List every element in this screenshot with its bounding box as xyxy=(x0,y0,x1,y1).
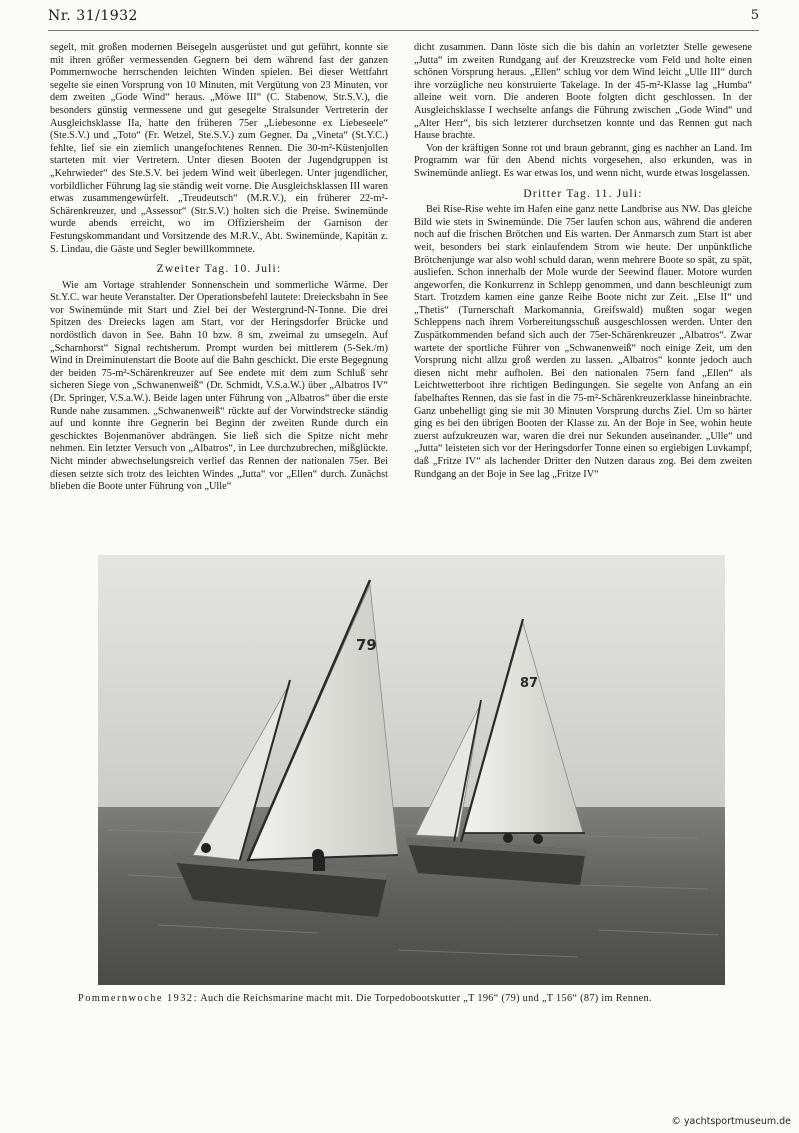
photo-caption xyxy=(78,993,778,1004)
left-column xyxy=(50,42,388,550)
section-heading-day-2: Zweiter Tag. 10. Juli: xyxy=(156,263,282,276)
right-paragraph-2: Von der kräftigen Sonne rot und braun gebrannt, ging es nachher an Land. Im Programm war für den Abend nichts vorgesehen, also erkunden, was in Swinemünde anliegt. Es war etwas los, und wenn nicht, wurde etwas losgelassen. xyxy=(414,142,752,179)
photo-sky xyxy=(98,555,725,810)
sail-number-87: 87 xyxy=(520,676,539,691)
sail-number-79: 79 xyxy=(356,636,377,654)
issue-number: Nr. 31/1932 xyxy=(48,8,138,24)
page-header xyxy=(48,8,759,30)
right-column xyxy=(414,42,752,550)
left-paragraph-2: Wie am Vortage strahlender Sonnenschein und sommerliche Wärme. Der St.Y.C. war heute Veranstalter. Der Operationsbefehl lautete: Dreiecksbahn in See vor Swinemünde mit Start und Ziel bei der Westergrund-N-Tonne. Die drei Spitzen des Dreiecks lagen am Start, vor der Heringsdorfer Brücke und nordöstlich davon in See. Bahn 10 bzw. 8 sm, zweimal zu umsegeln. Auf „Scharnhorst“ Signal rechtsherum. Prompt wurden bei mittlerem (5-Sek./m) Wind in Dreiminutenstart die Boote auf die Bahn geschickt. Die erste Begegnung der beiden 75-m²-Schärenkreuzer auf See endete mit dem zum Schluß sehr sicheren Siege von „Schwanenweiß“ (Dr. Schmidt, V.S.a.W.) über „Albatros IV“ (Dr. Springer, V.S.a.W.). Beide lagen unter Führung von „Albatros“ über die erste Runde nahe zusammen. „Schwanenweiß“ rückte auf der Vorwindstrecke ständig auf und konnte ihre Gegnerin bei Beginn der zweiten Runde durch ein geschicktes Bojenmanöver abdrängen. Sie ließ sich die Spitze nicht mehr nehmen. Ein letzter Versuch von „Albatros“, in Lee durchzubrechen, mißglückte. Nicht minder abwechselungsreich verlief das Rennen der nationalen 75er. Bei diesen setzte sich trotz des leichten Windes „Jutta“ vor „Ellen“ durch. Zunächst blieben die Boote unter Führung von „Ulle“ xyxy=(50,279,388,493)
right-paragraph-3: Bei Rise-Rise wehte im Hafen eine ganz nette Landbrise aus NW. Das gleiche Bild wie stets in Swinemünde. Die 75er laufen schon aus, während die anderen noch auf die frischen Brötchen und Eis warten. Der Anmarsch zum Start ist aber weit, besonders bei stark einlaufendem Strom wie heute. Der unpünktliche Brötchenjunge war also wohl schuld daran, wenn mehrere Boote so spät, zu spät, ausliefen. Schon innerhalb der Mole wurde der Seewind flauer. Motore wurden angeworfen, die Konkurrenz in Schlepp genommen, und dann beschleunigt zum Start. Trotzdem kamen eine ganze Reihe Boote nicht zur Zeit. „Else II“ und „Thetis“ (Turnerschaft Markomannia, Greifswald) mußten sogar wegen Schleppens nach ihrem Vorbereitungsschuß ausgeschlossen werden. Unter den Zuspätkommenden befand sich auch der 75er-Schärenkreuzer „Albatros“. Zwar wartete der sportliche Führer von „Schwanenweiß“ noch einige Zeit, um den Vorsprung nicht allzu groß werden zu lassen. „Albatros“ konnte jedoch auch diesen nicht mehr aufholen. Bei den nationalen 75ern fand „Ellen“ als Leichtwetterboot ihre richtigen Bedingungen. Sie segelte von Anfang an ein fabelhaftes Rennen, das sie fast in die 75-m²-Schärenkreuzerklasse hineinbrachte. Ganz unbehelligt ging sie mit 30 Minuten Vorsprung durchs Ziel. Um so härter ging es bei den übrigen Booten der Klasse zu. An der Boje in See, wohin heute zuerst aufzukreuzen war, waren die drei nur Sekunden auseinander. „Ulle“ und „Jutta“ leisteten sich vor der Heringsdorfer Tonne einen so ergiebigen Luvkampf, daß „Fritze IV“ als lachender Dritter den Nutzen daraus zog. Bei dem zweiten Rundgang an der Boje in See lag „Fritze IV“ xyxy=(414,204,752,480)
left-paragraph-1: segelt, mit großen modernen Beisegeln ausgerüstet und gut geführt, konnte sie mit ihren größer vermessenden Gegnern bei dem während fast der ganzen Pommernwoche herrschenden leichten Winden spielen. Bei dieser Wettfahrt segelte sie einen Vorsprung von 10 Minuten, mit Vergütung von 23 Minuten, vor dem zweiten „Gode Wind“ heraus. „Möwe III“ (C. Stabenow, Str.S.V.), die besonders günstig vermessene und gut gesegelte Stralsunder Vertreterin der Ausgleichsklasse IIa, hatte den früheren 75er „Liebesonne ex Liebeseele“ (Ste.S.V.) und „Toto“ (Fr. Wetzel, Ste.S.V.) zum Gegner. Da „Vineta“ (St.Y.C.) fehlte, lief sie ein ziemlich unangefochtenes Rennen. Die 30-m²-Küstenjollen starteten mit vier Vertretern. Unter diesen Booten der Jugendgruppen ist „Kehrwieder“ des Ste.S.V. bei jedem Wind weit überlegen. Unter jugendlicher, vorbildlicher Führung lag sie ständig weit vorne. Die Ausgleichsklassen III waren etwas zusammengewürfelt. „Treudeutsch“ (M.R.V.), ein früherer 22-m²-Schärenkreuzer, und „Assessor“ (Str.S.V.) holten sich die Preise. Swinemünde wurde abends erreicht, wo im Offiziersheim der Garnison der Festungskommandant und Vorsitzende des M.R.V., Abt. Swinemünde, Kapitän z. S. Lindau, die Gäste und Segler bewillkommnete. xyxy=(50,42,388,255)
regatta-photo xyxy=(98,555,725,985)
right-paragraph-1: dicht zusammen. Dann löste sich die bis dahin an vorletzter Stelle gewesene „Jutta“ im zweiten Rundgang auf der Kreuzstrecke vom Feld und holte einen schönen Vorsprung heraus. „Ellen“ schlug vor dem Wind leicht „Ulle III“ durch ihre vorzügliche neu konstruierte Takelage. In der 45-m²-Klasse lag „Humba“ alleine weit vorn. Die anderen Boote folgten dicht geschlossen. In der Ausgleichsklasse I wechselte anfangs die Führung zwischen „Gode Wind“ und „Alter Herr“, bis sich letzterer durchsetzen konnte und das Rennen gut nach Hause brachte. xyxy=(414,42,752,142)
section-heading-day-3: Dritter Tag. 11. Juli: xyxy=(523,187,643,200)
header-rule xyxy=(48,30,759,31)
watermark: © yachtsportmuseum.de xyxy=(671,1116,791,1127)
caption-label: Pommernwoche 1932: xyxy=(78,993,198,1004)
caption-text: Auch die Reichsmarine macht mit. Die Torpedobootskutter „T 196“ (79) und „T 156“ (87) im Rennen. xyxy=(200,993,652,1004)
page-number: 5 xyxy=(750,8,759,23)
